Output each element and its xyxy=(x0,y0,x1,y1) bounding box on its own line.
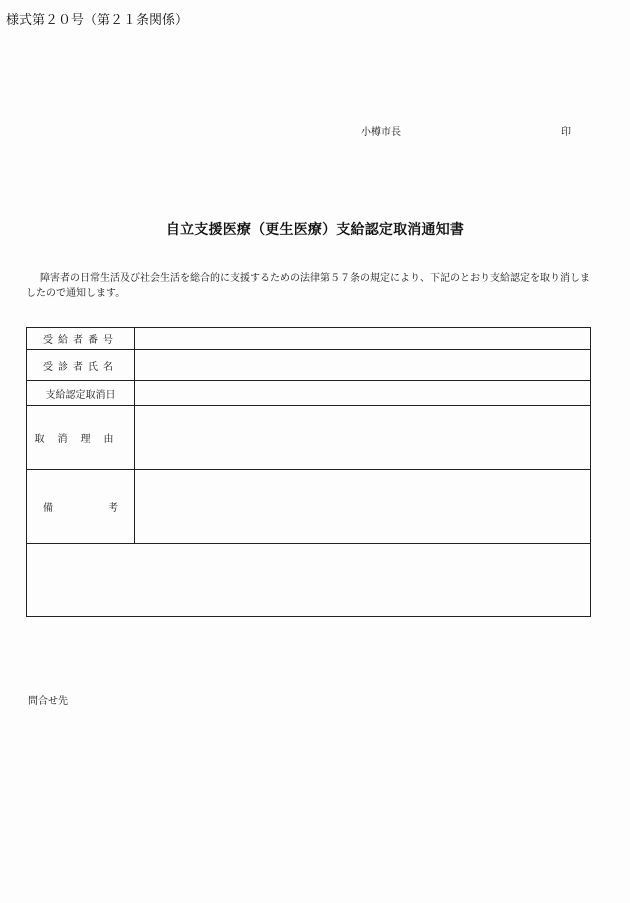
detail-table xyxy=(26,327,591,617)
cancel-reason-value xyxy=(135,406,591,470)
seal-mark: 印 xyxy=(561,127,571,138)
remarks-label: 備 考 xyxy=(43,503,118,514)
patient-name-label: 受診者氏名 xyxy=(43,361,118,373)
form-number: 様式第２０号（第２１条関係） xyxy=(6,13,189,28)
blank-notes-area xyxy=(27,544,591,617)
cancel-reason-label: 取消理由 xyxy=(34,434,127,445)
recipient-number-label: 受給者番号 xyxy=(43,335,118,346)
remarks-value xyxy=(135,470,591,544)
document-title: 自立支援医療（更生医療）支給認定取消通知書 xyxy=(165,222,465,238)
table-row xyxy=(27,350,591,381)
cancel-date-label: 支給認定取消日 xyxy=(27,381,135,406)
recipient-number-value xyxy=(135,328,591,350)
issuer-mayor: 小樽市長 xyxy=(361,127,401,138)
contact-label: 問合せ先 xyxy=(28,696,68,707)
table-row xyxy=(27,406,591,470)
table-row xyxy=(27,470,591,544)
table-row xyxy=(27,381,591,406)
table-row xyxy=(27,328,591,350)
cancel-date-value xyxy=(135,381,591,406)
table-row xyxy=(27,544,591,617)
patient-name-value xyxy=(135,350,591,381)
notice-body: 障害者の日常生活及び社会生活を総合的に支援するための法律第５７条の規定により、下記のとおり支給認定を取り消しましたので通知します。 xyxy=(26,273,590,299)
